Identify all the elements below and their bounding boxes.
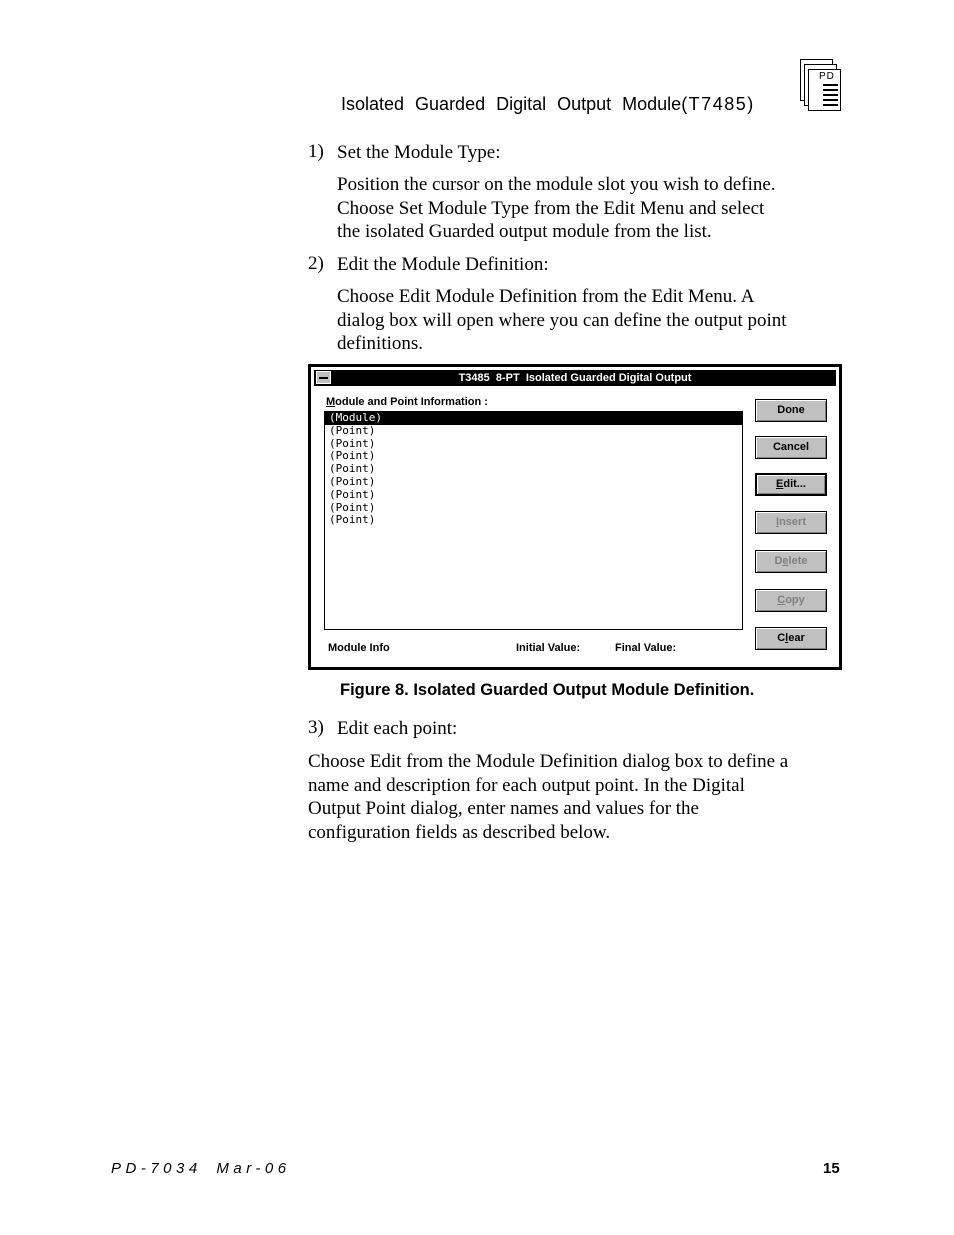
page-number: 15 — [823, 1160, 840, 1177]
list-item-point[interactable]: (Point) — [329, 449, 376, 463]
delete-button[interactable]: Delete — [755, 550, 827, 573]
closing-paragraph: Choose Edit from the Module Definition dialog box to define a name and description for each output point. In the Digital Output Point dialog, enter names and values for the configuration fields as described below. — [308, 751, 789, 843]
dialog-title-bar — [314, 370, 836, 386]
list-item-point[interactable]: (Point) — [329, 500, 376, 514]
step-3-heading: Edit each point: — [337, 718, 458, 739]
step-2-number: 2) — [308, 253, 324, 274]
list-item-point[interactable]: (Point) — [329, 513, 376, 527]
module-definition-dialog — [308, 364, 842, 670]
footer-doc-id: PD-7034 Mar-06 — [111, 1160, 291, 1177]
clear-button[interactable]: Clear — [755, 627, 827, 650]
list-item-point[interactable]: (Point) — [329, 487, 376, 501]
final-value-label: Final Value: — [615, 642, 677, 654]
module-point-info-label: Module and Point Information : — [326, 396, 488, 408]
initial-value-label: Initial Value: — [516, 642, 581, 654]
list-item-point[interactable]: (Point) — [329, 436, 376, 450]
step-2-paragraph: Choose Edit Module Definition from the Edit Menu. A dialog box will open where you can define the output point definitions. — [337, 286, 787, 354]
header-title-words: Isolated Guarded Digital Output Module — [341, 94, 682, 114]
pd-logo-icon — [800, 59, 842, 111]
list-item-point[interactable]: (Point) — [329, 423, 376, 437]
list-item-point[interactable]: (Point) — [329, 474, 376, 488]
module-point-listbox[interactable] — [324, 411, 743, 630]
step-1-heading: Set the Module Type: — [337, 142, 501, 163]
list-item-module[interactable]: (Module) — [325, 412, 742, 425]
module-info-label: Module Info — [328, 642, 390, 654]
insert-button[interactable]: Insert — [755, 511, 827, 534]
running-header — [341, 94, 755, 115]
cancel-button[interactable]: Cancel — [755, 436, 827, 459]
pd-logo-text: PD — [819, 71, 835, 82]
copy-button[interactable]: Copy — [755, 589, 827, 612]
done-button[interactable]: Done — [755, 399, 827, 422]
header-title-code: (T7485) — [681, 94, 755, 114]
edit-button[interactable]: Edit... — [755, 473, 827, 496]
step-2-heading: Edit the Module Definition: — [337, 254, 549, 275]
step-1-number: 1) — [308, 141, 324, 162]
step-1-paragraph: Position the cursor on the module slot you wish to define. Choose Set Module Type from the Edit Menu and select the isolated Guarded output module from the list. — [337, 174, 776, 242]
step-3-number: 3) — [308, 717, 324, 738]
figure-caption: Figure 8. Isolated Guarded Output Module Definition. — [340, 681, 755, 699]
list-item-point[interactable]: (Point) — [329, 462, 376, 476]
dialog-title: T3485 8-PT Isolated Guarded Digital Output — [458, 372, 692, 384]
